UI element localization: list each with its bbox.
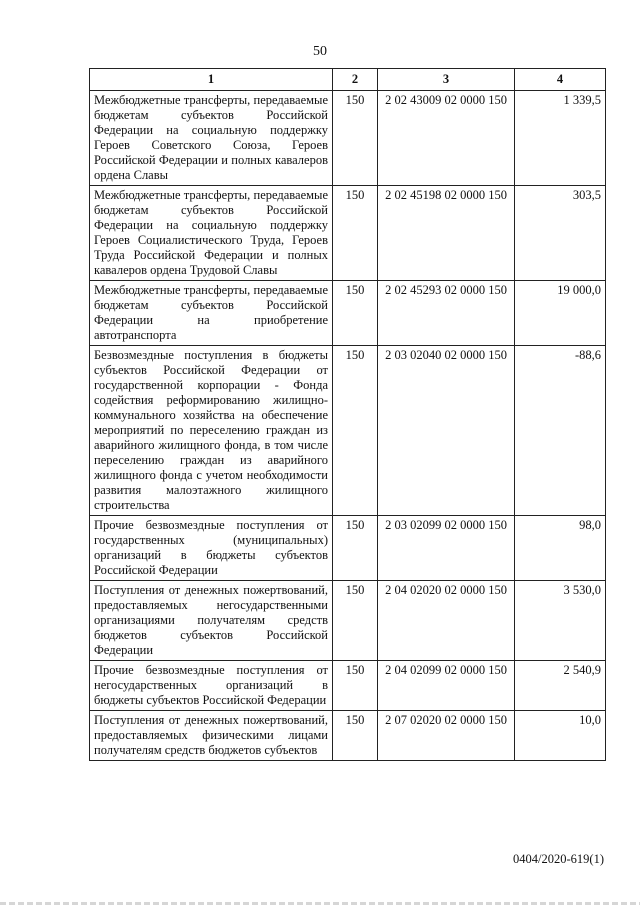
row-description: Межбюджетные трансферты, передаваемые бюджетам субъектов Российской Федерации на социальную поддержку Героев Социалистического Труда, Героев Труда Российской Федерации и полных кавалеров ордена Трудовой Славы bbox=[90, 186, 333, 281]
row-budget-code: 2 02 45198 02 0000 150 bbox=[378, 186, 515, 281]
table-header-row bbox=[90, 69, 606, 91]
table-row bbox=[90, 711, 606, 761]
column-header-2: 2 bbox=[333, 69, 378, 91]
row-description: Прочие безвозмездные поступления от негосударственных организаций в бюджеты субъектов Российской Федерации bbox=[90, 661, 333, 711]
page-number: 50 bbox=[313, 44, 327, 59]
row-description: Межбюджетные трансферты, передаваемые бюджетам субъектов Российской Федерации на приобретение автотранспорта bbox=[90, 281, 333, 346]
row-admin-code: 150 bbox=[333, 581, 378, 661]
row-amount: 303,5 bbox=[515, 186, 606, 281]
table-row bbox=[90, 186, 606, 281]
row-description: Поступления от денежных пожертвований, предоставляемых негосударственными организациями получателям средств бюджетов субъектов Российской Федерации bbox=[90, 581, 333, 661]
table-row bbox=[90, 661, 606, 711]
row-amount: -88,6 bbox=[515, 346, 606, 516]
row-budget-code: 2 02 45293 02 0000 150 bbox=[378, 281, 515, 346]
row-admin-code: 150 bbox=[333, 281, 378, 346]
table-row bbox=[90, 516, 606, 581]
table-row bbox=[90, 91, 606, 186]
row-description: Безвозмездные поступления в бюджеты субъектов Российской Федерации от государственной корпорации - Фонда содействия реформированию жилищно-коммунального хозяйства на обеспечение мероприятий по переселению граждан из аварийного жилищного фонда, в том числе переселению граждан из аварийного жилищного фонда с учетом необходимости развития малоэтажного жилищного строительства bbox=[90, 346, 333, 516]
row-amount: 98,0 bbox=[515, 516, 606, 581]
row-budget-code: 2 04 02099 02 0000 150 bbox=[378, 661, 515, 711]
row-amount: 2 540,9 bbox=[515, 661, 606, 711]
row-admin-code: 150 bbox=[333, 346, 378, 516]
row-description: Поступления от денежных пожертвований, предоставляемых физическими лицами получателям средств бюджетов субъектов bbox=[90, 711, 333, 761]
row-amount: 1 339,5 bbox=[515, 91, 606, 186]
row-admin-code: 150 bbox=[333, 516, 378, 581]
row-budget-code: 2 03 02099 02 0000 150 bbox=[378, 516, 515, 581]
row-budget-code: 2 03 02040 02 0000 150 bbox=[378, 346, 515, 516]
row-admin-code: 150 bbox=[333, 91, 378, 186]
document-id: 0404/2020-619(1) bbox=[513, 852, 604, 866]
row-admin-code: 150 bbox=[333, 711, 378, 761]
column-header-4: 4 bbox=[515, 69, 606, 91]
row-budget-code: 2 02 43009 02 0000 150 bbox=[378, 91, 515, 186]
row-description: Межбюджетные трансферты, передаваемые бюджетам субъектов Российской Федерации на социальную поддержку Героев Советского Союза, Героев Российской Федерации и полных кавалеров ордена Славы bbox=[90, 91, 333, 186]
row-admin-code: 150 bbox=[333, 186, 378, 281]
row-budget-code: 2 07 02020 02 0000 150 bbox=[378, 711, 515, 761]
table-row bbox=[90, 281, 606, 346]
column-header-1: 1 bbox=[90, 69, 333, 91]
row-amount: 19 000,0 bbox=[515, 281, 606, 346]
revenue-table bbox=[89, 68, 606, 761]
row-amount: 10,0 bbox=[515, 711, 606, 761]
row-budget-code: 2 04 02020 02 0000 150 bbox=[378, 581, 515, 661]
row-description: Прочие безвозмездные поступления от государственных (муниципальных) организаций в бюджеты субъектов Российской Федерации bbox=[90, 516, 333, 581]
column-header-3: 3 bbox=[378, 69, 515, 91]
table-row bbox=[90, 581, 606, 661]
table-row bbox=[90, 346, 606, 516]
row-amount: 3 530,0 bbox=[515, 581, 606, 661]
row-admin-code: 150 bbox=[333, 661, 378, 711]
